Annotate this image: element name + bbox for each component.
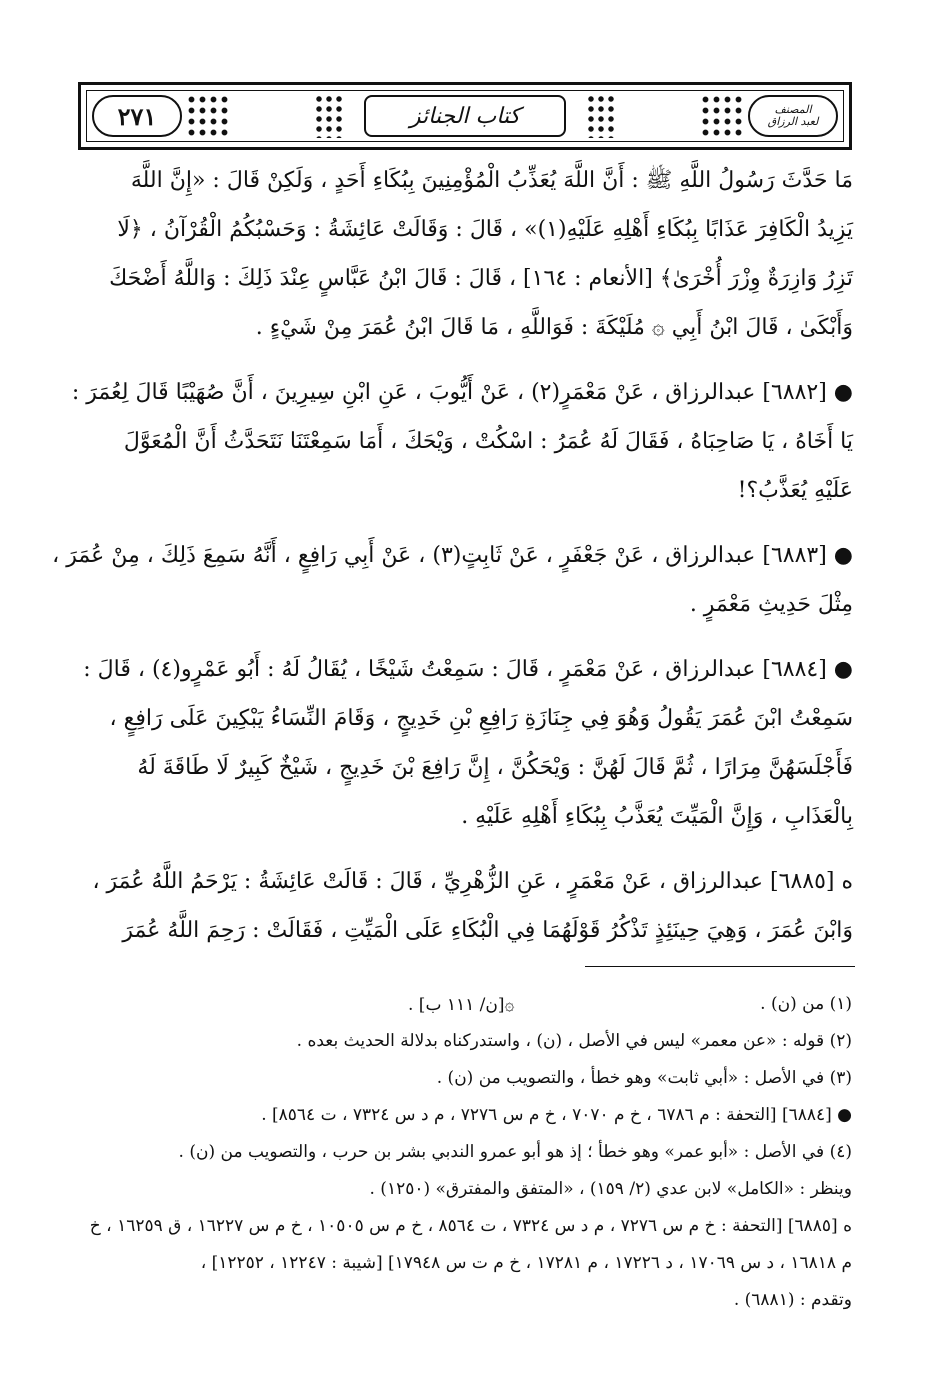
hadith-6882-line: ● [٦٨٨٢] عبدالرزاق ، عَنْ مَعْمَرٍ(٢) ، عَنْ أَيُّوبَ ، عَنِ ابْنِ سِيرِينَ ، أَنَّ صُهَيْبًا قَالَ لِعُمَرَ :	[71, 380, 853, 405]
footnote-divider	[585, 966, 855, 967]
body-line: مِثْلَ حَدِيثِ مَعْمَرٍ .	[689, 592, 853, 617]
tuhfa-6885: ه [٦٨٨٥] [التحفة : خ م س ٧٢٧٦ ، م د س ٧٣٢٤ ، ت ٨٥٦٤ ، خ م س ١٠٥٠٥ ، خ م س ١٦٢٢٧ ، ق ١٦٢٥٩ ، خ	[89, 1216, 852, 1236]
tuhfa-6884: ● [٦٨٨٤] [التحفة : م ٦٧٨٦ ، خ م ٧٠٧٠ ، خ م س ٧٢٧٦ ، م د س ٧٣٢٤ ، ت ٨٥٦٤] .	[261, 1105, 852, 1125]
body-line: بِالْعَذَابِ ، وَإِنَّ الْمَيِّتَ يُعَذَّبُ بِبُكَاءِ أَهْلِهِ عَلَيْهِ .	[461, 804, 853, 829]
body-line: تَزِرُ وَازِرَةٌ وِزْرَ أُخْرَىٰ﴾ [الأنعام : ١٦٤] ، قَالَ : قَالَ ابْنُ عَبَّاسٍ عِنْدَ ذَلِكَ : وَاللَّهُ أَضْحَكَ	[109, 266, 853, 291]
page-number: ٢٧١	[92, 95, 182, 137]
hadith-6884-line: ● [٦٨٨٤] عبدالرزاق ، عَنْ مَعْمَرٍ ، قَالَ : سَمِعْتُ شَيْخًا ، يُقَالُ لَهُ : أَبُو عَمْرٍو(٤) ، قَالَ :	[83, 657, 853, 682]
footnote-4-cont: وينظر : «الكامل» لابن عدي (٢/ ١٥٩) ، «المتفق والمفترق» (١٢٥٠) .	[369, 1179, 852, 1199]
body-line: يَا أَخَاهُ ، يَا صَاحِبَاهُ ، فَقَالَ لَهُ عُمَرُ : اسْكُتْ ، وَيْحَكَ ، أَمَا سَمِعْتَنَا نَتَحَدَّثُ أَنَّ الْمُعَوَّلَ	[123, 429, 853, 454]
footnote-2: (٢) قوله : «عن معمر» ليس في الأصل ، (ن) ، واستدركناه بدلالة الحديث بعده .	[296, 1031, 852, 1051]
hadith-6883-line: ● [٦٨٨٣] عبدالرزاق ، عَنْ جَعْفَرٍ ، عَنْ ثَابِتٍ(٣) ، عَنْ أَبِي رَافِعٍ ، أَنَّهُ سَمِعَ ذَلِكَ ، مِنْ عُمَرَ ،	[52, 543, 853, 568]
body-line: مَا حَدَّثَ رَسُولُ اللَّهِ ﷺ : أَنَّ اللَّهَ يُعَذِّبُ الْمُؤْمِنِينَ بِبُكَاءِ أَحَدٍ ، وَلَكِنْ قَالَ : «إِنَّ اللَّهَ	[130, 168, 853, 193]
body-line: وَابْنَ عُمَرَ ، وَهِيَ حِينَئِذٍ تَذْكُرُ قَوْلَهُمَا فِي الْبُكَاءِ عَلَى الْمَيِّتِ ، فَقَالَتْ : رَحِمَ اللَّهُ عُمَرَ	[122, 918, 853, 943]
body-text	[52, 0, 853, 966]
tuhfa-6885-cont: م ١٦٨١٨ ، د س ١٧٠٦٩ ، د ١٧٢٢٦ ، م ١٧٢٨١ ، خ م ت س ١٧٩٤٨] [شيبة : ١٢٢٤٧ ، ١٢٢٥٢] ،	[200, 1253, 852, 1273]
body-line: فَأَجْلَسَهُنَّ مِرَارًا ، ثُمَّ قَالَ لَهُنَّ : وَيْحَكُنَّ ، إِنَّ رَافِعَ بْنَ خَدِيجٍ ، شَيْخٌ كَبِيرٌ لَا طَاقَةَ لَهُ	[137, 755, 853, 780]
footnote-3: (٣) في الأصل : «أبي ثابت» وهو خطأ ، والتصويب من (ن) .	[436, 1068, 852, 1088]
folio-marker: ۞[ن/ ١١١ ب] .	[408, 995, 515, 1015]
tuhfa-6885-end: وتقدم : (٦٨٨١) .	[733, 1290, 852, 1310]
body-line: يَزِيدُ الْكَافِرَ عَذَابًا بِبُكَاءِ أَهْلِهِ عَلَيْهِ(١)» ، قَالَ : وَقَالَتْ عَائِشَةُ : وَحَسْبُكُمُ الْقُرْآنُ ، ﴿لَا	[117, 217, 853, 242]
footnote-4: (٤) في الأصل : «أبو عمر» وهو خطأ ؛ إذ هو أبو عمرو الندبي بشر بن حرب ، والتصويب من (ن) .	[178, 1142, 852, 1162]
footnote-1: (١) من (ن) .	[760, 994, 852, 1014]
book-logo-line1: المصنف	[774, 103, 812, 117]
hadith-6885-line: ه [٦٨٨٥] عبدالرزاق ، عَنْ مَعْمَرٍ ، عَنِ الزُّهْرِيِّ ، قَالَ : قَالَتْ عَائِشَةُ : يَرْحَمُ اللَّهُ عُمَرَ ،	[92, 869, 853, 894]
book-logo-line2: لعبد الرزاق	[767, 115, 819, 128]
body-line: سَمِعْتُ ابْنَ عُمَرَ يَقُولُ وَهُوَ فِي جِنَازَةِ رَافِعِ بْنِ خَدِيجٍ ، وَقَامَ النِّسَاءُ يَبْكِينَ عَلَى رَافِعٍ ،	[109, 706, 853, 731]
chapter-title: كتاب الجنائز	[364, 95, 566, 137]
body-line: وَأَبْكَىٰ ، قَالَ ابْنُ أَبِي ۞ مُلَيْكَةَ : فَوَاللَّهِ ، مَا قَالَ ابْنُ عُمَرَ مِنْ شَيْءٍ .	[255, 315, 853, 340]
body-line: عَلَيْهِ يُعَذَّبُ؟!	[737, 478, 853, 503]
